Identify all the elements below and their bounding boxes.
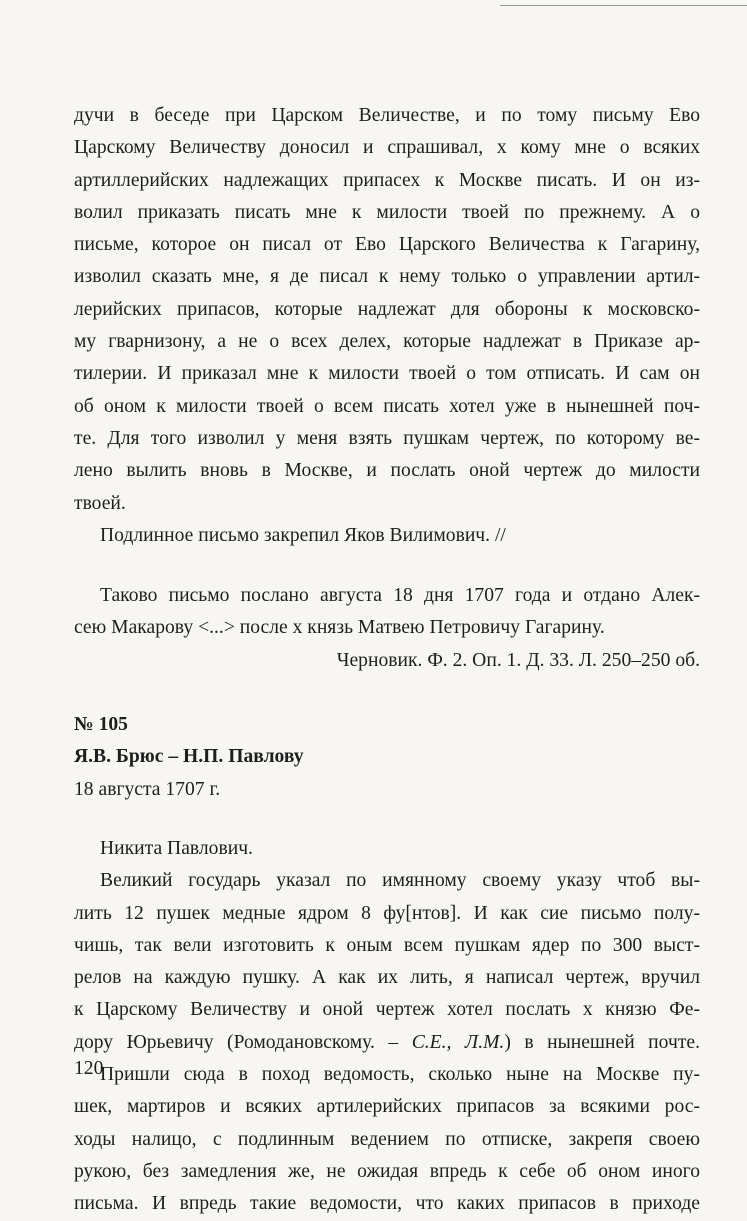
signature-note: Подлинное письмо закрепил Яков Вилимович. //	[100, 524, 506, 546]
text-line: письма. И впредь такие ведомости, что каких припасов в приходе	[74, 1193, 700, 1215]
text-line: лить 12 пушек медные ядром 8 фу[нтов]. И как сие письмо полу-	[74, 902, 700, 924]
text-line: Таково письмо послано августа 18 дня 1707 года и отдано Алек-	[100, 585, 700, 607]
paragraph-order	[74, 865, 700, 1059]
text-line: волил приказать писать мне к милости твоей по прежнему. А о	[74, 201, 700, 223]
text-line: релов на каждую пушку. А как их лить, я написал чертеж, вручил	[74, 967, 700, 989]
document-correspondents: Я.В. Брюс – Н.П. Павлову	[74, 746, 304, 768]
page-number: 120	[74, 1058, 104, 1079]
text-line: Великий государь указал по имянному своему указу чтоб вы-	[100, 870, 700, 892]
paragraph-letter-continuation	[74, 100, 700, 520]
line-end: ) в нынешней почте.	[504, 1031, 700, 1053]
text-line: лено вылить вновь в Москве, и послать оной чертеж до милости	[74, 460, 700, 482]
text-line: ходы налицо, с подлинным ведением по отписке, закрепя своею	[74, 1128, 700, 1150]
text-line: письме, которое он писал от Ево Царского Величества к Гагарину,	[74, 234, 700, 256]
editor-initials: С.Е., Л.М.	[411, 1031, 505, 1053]
archive-reference: Черновик. Ф. 2. Оп. 1. Д. 33. Л. 250–250 об.	[336, 649, 700, 671]
document-number: № 105	[74, 714, 128, 736]
text-line: об оном к милости твоей о всем писать хотел уже в нынешней поч-	[74, 395, 700, 417]
text-line: к Царскому Величеству и оной чертеж хотел послать х князю Фе-	[74, 999, 700, 1021]
top-edge-rule	[500, 5, 747, 6]
text-line: тилерии. И приказал мне к милости твоей о том отписать. И сам он	[74, 363, 700, 385]
text-line: дучи в беседе при Царском Величестве, и по тому письму Ево	[74, 105, 700, 126]
document-page	[74, 100, 700, 1221]
line-start: дору Юрьевичу (Ромодановскому. –	[74, 1031, 412, 1053]
text-line	[74, 1027, 700, 1059]
text-line: шек, мартиров и всяких артилерийских припасов за всякими рос-	[74, 1096, 700, 1118]
text-line: твоей.	[74, 492, 126, 514]
text-line: артиллерийских надлежащих припасех к Москве писать. И он из-	[74, 169, 700, 191]
text-line: му гварнизону, а не о всех делех, которые надлежат в Приказе ар-	[74, 331, 700, 353]
text-line: те. Для того изволил у меня взять пушкам чертеж, по которому ве-	[74, 427, 700, 449]
text-line: изволил сказать мне, я де писал к нему только о управлении артил-	[74, 266, 700, 288]
sent-note	[74, 580, 700, 645]
text-line: чишь, так вели изготовить к оным всем пушкам ядер по 300 выст-	[74, 934, 700, 956]
salutation: Никита Павлович.	[100, 837, 253, 859]
text-line: рукою, без замедления же, не ожидая впредь к себе об оном иного	[74, 1160, 700, 1182]
document-date: 18 августа 1707 г.	[74, 778, 221, 800]
text-line: сею Макарову <...> после х князь Матвею Петровичу Гагарину.	[74, 617, 605, 639]
text-line: Царскому Величеству доносил и спрашивал, х кому мне о всяких	[74, 137, 700, 159]
paragraph-report-request	[74, 1059, 700, 1220]
text-line: лерийских припасов, которые надлежат для обороны к московско-	[74, 298, 700, 320]
text-line: Пришли сюда в поход ведомость, сколько ныне на Москве пу-	[100, 1064, 700, 1086]
